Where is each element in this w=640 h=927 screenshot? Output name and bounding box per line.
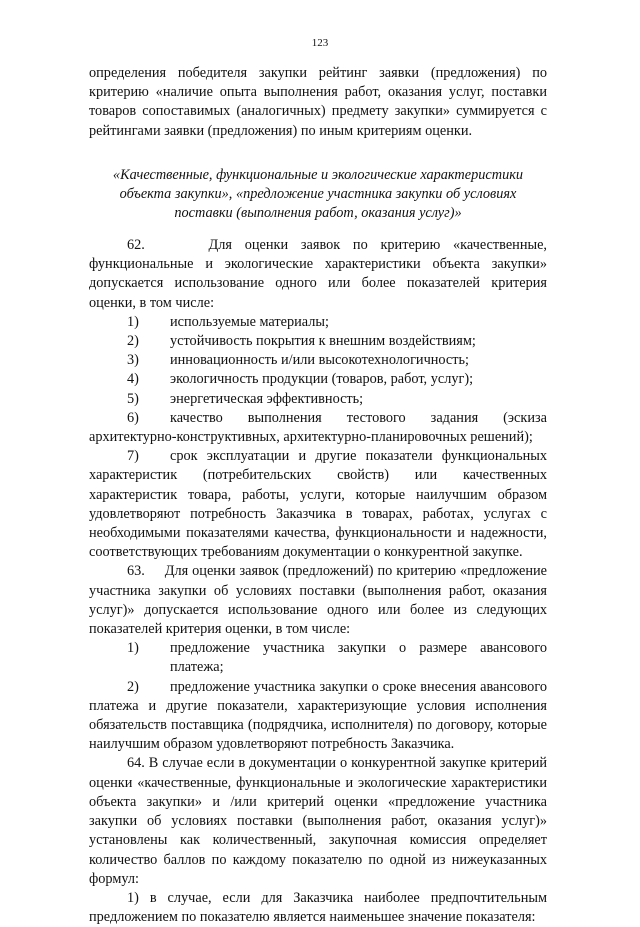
list-item-number: 3) bbox=[127, 352, 139, 369]
list-item-text: экологичность продукции (товаров, работ, услуг); bbox=[170, 371, 474, 388]
list-item-number: 5) bbox=[127, 390, 139, 407]
list-item-text: качество выполнения тестового задания (эскиза архитектурно-конструктивных, архитектурно-планировочных решений); bbox=[89, 409, 547, 446]
intro-paragraph: определения победителя закупки рейтинг заявки (предложения) по критерию «наличие опыта выполнения работ, оказания услуг, поставки товаров сопоставимых (аналогичных) предмету закупки» суммируется с рейтингами заявки (предложения) по иным критериям оценки. bbox=[89, 65, 547, 139]
list-item-number: 7) bbox=[127, 448, 139, 465]
list-item bbox=[89, 639, 547, 677]
list-item-number: 4) bbox=[127, 371, 139, 388]
list-item-text: предложение участника закупки о сроке внесения авансового платежа и другие показатели, характеризующие условия исполнения обязательств поставщика (подрядчика, исполнителя) по договору, которые наилучшим образом удовлетворяют потребность Заказчика. bbox=[89, 678, 547, 753]
section-heading bbox=[89, 166, 547, 223]
list-item-text: инновационность и/или высокотехнологичность; bbox=[170, 352, 470, 369]
list-63 bbox=[89, 639, 547, 754]
list-item bbox=[89, 351, 547, 370]
intro-block bbox=[89, 64, 547, 141]
list-item bbox=[89, 447, 547, 562]
list-item-text: энергетическая эффективность; bbox=[170, 390, 364, 407]
paragraph-64: 64. В случае если в документации о конкурентной закупке критерий оценки «качественные, функциональные и экологические характеристики объекта закупки» и /или критерий оценки «предложение участника закупки об условиях поставки (выполнения работ, оказания услуг)» установлены как количественный, закупочная комиссия определяет количество баллов по каждому показателю по одной из нижеуказанных формул: bbox=[89, 755, 547, 887]
list-item-number: 2) bbox=[127, 678, 139, 695]
list-item-text: устойчивость покрытия к внешним воздействиям; bbox=[170, 333, 476, 350]
list-item-text: предложение участника закупки о размере авансового платежа; bbox=[170, 640, 547, 676]
list-item bbox=[89, 332, 547, 351]
paragraph-63: 63. Для оценки заявок (предложений) по критерию «предложение участника закупки об условиях поставки (выполнения работ, оказания услуг)» допускается использование одного или более из следующих показателей критерия оценки, в том числе: bbox=[89, 563, 547, 638]
main-body bbox=[89, 236, 547, 927]
list-item-number: 1) bbox=[127, 313, 139, 330]
list-62 bbox=[89, 313, 547, 563]
list-item bbox=[89, 390, 547, 409]
list-item-text: используемые материалы; bbox=[170, 313, 329, 330]
list-item bbox=[89, 313, 547, 332]
list-item bbox=[89, 678, 547, 755]
list-item bbox=[89, 409, 547, 447]
section-heading-text: «Качественные, функциональные и экологические характеристики объекта закупки», «предложение участника закупки об условиях поставки (выполнения работ, оказания услуг)» bbox=[112, 167, 524, 221]
list-item-text: срок эксплуатации и другие показатели функциональных характеристик (потребительских свойств) или качественных характеристик товара, работы, услуги, которые наилучшим образом удовлетворяют потребность Заказчика в товарах, работах, услугах с необходимыми показателями качества, функциональности и надежности, соответствующих требованиям документации о конкурентной закупке. bbox=[89, 448, 547, 561]
list-item-number: 2) bbox=[127, 333, 139, 350]
list-item bbox=[89, 370, 547, 389]
list-item-number: 6) bbox=[127, 409, 139, 426]
paragraph-62: 62. Для оценки заявок по критерию «качественные, функциональные и экологические характеристики объекта закупки» допускается использование одного или более показателей критерия оценки, в том числе: bbox=[89, 237, 547, 311]
page-number: 123 bbox=[311, 37, 329, 49]
list-item-number: 1) bbox=[127, 640, 139, 657]
paragraph-64-item-1: 1) в случае, если для Заказчика наиболее предпочтительным предложением по показателю является наименьшее значение показателя: bbox=[89, 889, 547, 926]
